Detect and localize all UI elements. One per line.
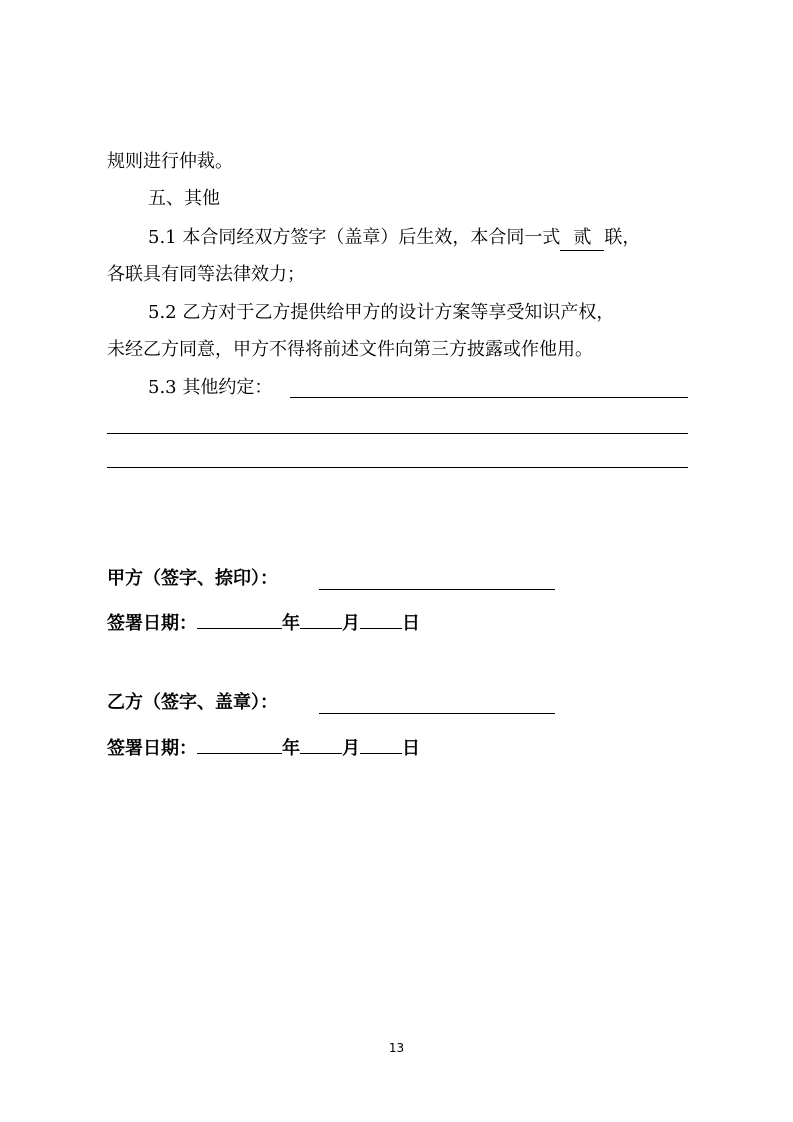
other-terms-blank-2[interactable] [107,433,688,434]
section-heading [148,187,220,211]
party-b-month-blank[interactable] [300,733,342,754]
clause-5-1-line1 [148,226,640,251]
copies-blank [560,228,604,251]
month-label: 月 [342,613,360,634]
party-a-date-line [107,608,420,636]
party-b-label: 乙方（签字、盖章）： [107,692,278,713]
party-b-signature-blank[interactable] [319,713,555,714]
party-a-signature-line [107,567,278,591]
clause-5-1-text-line2: 各联具有同等法律效力； [107,264,305,285]
other-terms-blank-1[interactable] [290,397,688,398]
party-a-label: 甲方（签字、捺印）： [107,568,278,589]
clause-5-1-line2 [107,263,305,287]
year-label: 年 [282,738,300,759]
party-a-day-blank[interactable] [360,608,402,629]
day-label: 日 [402,738,420,759]
year-label: 年 [282,613,300,634]
party-a-date-label: 签署日期： [107,613,197,634]
text-continuation: 规则进行仲裁。 [107,151,233,172]
arbitration-line-end [107,150,233,174]
party-b-year-blank[interactable] [197,733,282,754]
clause-5-1-text: 5.1 本合同经双方签字（盖章）后生效，本合同一式 [148,227,561,248]
month-label: 月 [342,738,360,759]
clause-5-2-line2 [107,338,593,362]
party-b-date-label: 签署日期： [107,738,197,759]
party-b-day-blank[interactable] [360,733,402,754]
party-a-signature-blank[interactable] [319,589,555,590]
clause-5-2-text-line2: 未经乙方同意，甲方不得将前述文件向第三方披露或作他用。 [107,339,593,360]
clause-5-3-label: 5.3 其他约定： [148,377,273,398]
copies-value: 贰 [573,227,592,248]
clause-5-2-text: 5.2 乙方对于乙方提供给甲方的设计方案等享受知识产权， [148,302,615,323]
party-b-signature-line [107,691,278,715]
clause-5-1-text-end: 联， [604,227,641,248]
party-b-date-line [107,733,420,761]
party-a-month-blank[interactable] [300,608,342,629]
day-label: 日 [402,613,420,634]
clause-5-3-line [148,376,272,400]
clause-5-2-line1 [148,301,614,325]
party-a-year-blank[interactable] [197,608,282,629]
other-terms-blank-3[interactable] [107,467,688,468]
section-heading-text: 五、其他 [148,188,220,209]
page-number: 13 [388,1041,405,1055]
